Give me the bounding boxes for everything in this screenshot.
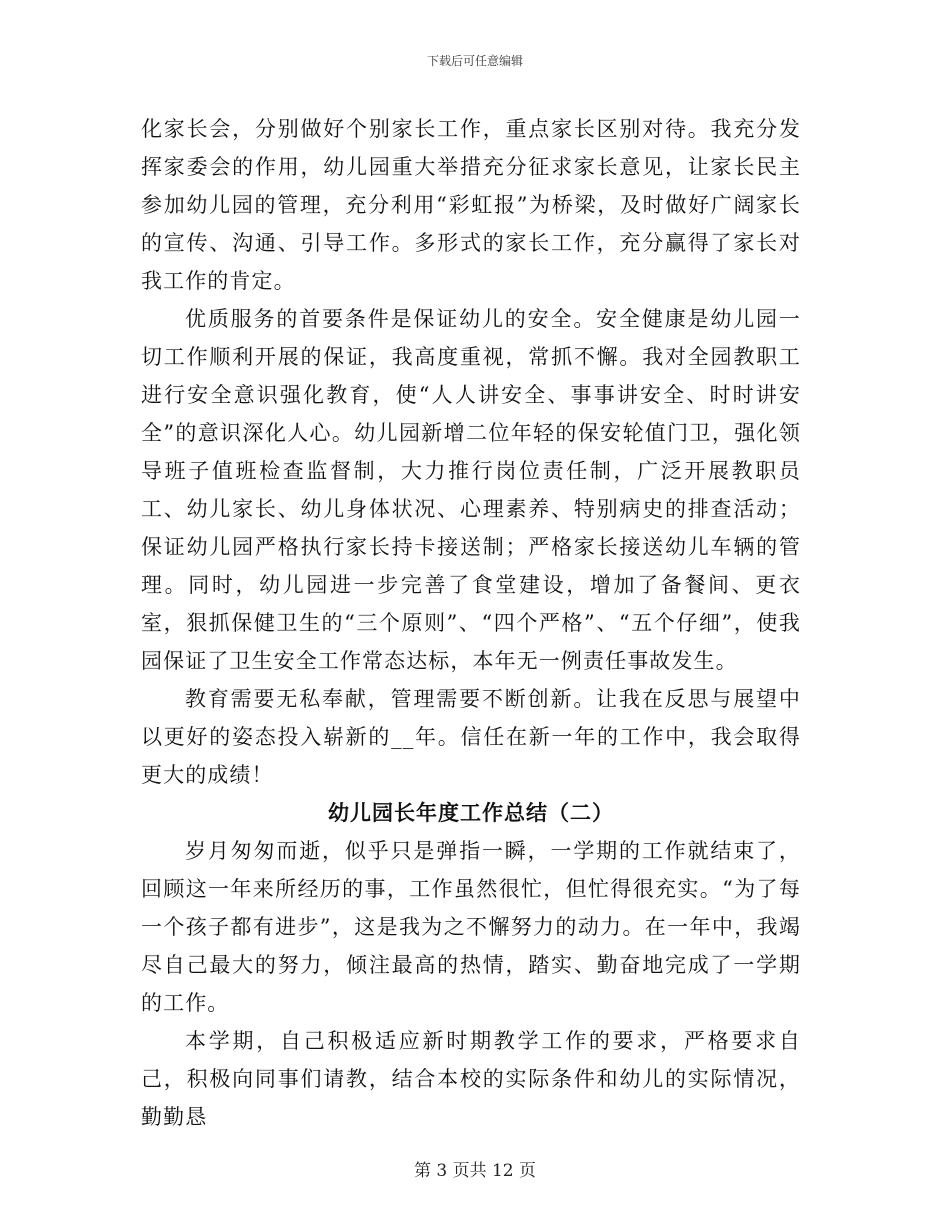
paragraph-conclusion: 教育需要无私奉献，管理需要不断创新。让我在反思与展望中以更好的姿态投入崭新的__年。信任在新一年的工作中，我会取得更大的成绩！ — [141, 687, 801, 787]
section-title: 幼儿园长年度工作总结（二） — [328, 800, 614, 825]
page-number: 第 3 页共 12 页 — [413, 1161, 537, 1181]
page-header: 下载后可任意编辑 — [426, 54, 523, 68]
paragraph-safety: 优质服务的首要条件是保证幼儿的安全。安全健康是幼儿园一切工作顺利开展的保证，我高度重视，常抓不懈。我对全园教职工进行安全意识强化教育，使“人人讲安全、事事讲安全、时时讲安全”的意识深化人心。幼儿园新增二位年轻的保安轮值门卫，强化领导班子值班检查监督制，大力推行岗位责任制，广泛开展教职员工、幼儿家长、幼儿身体状况、心理素养、特别病史的排查活动；保证幼儿园严格执行家长持卡接送制；严格家长接送幼儿车辆的管理。同时，幼儿园进一步完善了食堂建设，增加了备餐间、更衣室，狠抓保健卫生的“三个原则”、“四个严格”、“五个仔细”，使我园保证了卫生安全工作常态达标，本年无一例责任事故发生。 — [141, 307, 801, 673]
document-body — [141, 110, 801, 1136]
paragraph-semester-work: 本学期，自己积极适应新时期教学工作的要求，严格要求自己，积极向同事们请教，结合本校的实际条件和幼儿的实际情况，勤勤恳 — [141, 1029, 801, 1129]
paragraph-parent-work: 化家长会，分别做好个别家长工作，重点家长区别对待。我充分发挥家委会的作用，幼儿园重大举措充分征求家长意见，让家长民主参加幼儿园的管理，充分利用“彩虹报”为桥梁，及时做好广阔家长的宣传、沟通、引导工作。多形式的家长工作，充分赢得了家长对我工作的肯定。 — [141, 117, 801, 293]
paragraph-semester-review: 岁月匆匆而逝，似乎只是弹指一瞬，一学期的工作就结束了，回顾这一年来所经历的事，工作虽然很忙，但忙得很充实。“为了每一个孩子都有进步”，这是我为之不懈努力的动力。在一年中，我竭尽自己最大的努力，倾注最高的热情，踏实、勤奋地完成了一学期的工作。 — [141, 839, 801, 1015]
